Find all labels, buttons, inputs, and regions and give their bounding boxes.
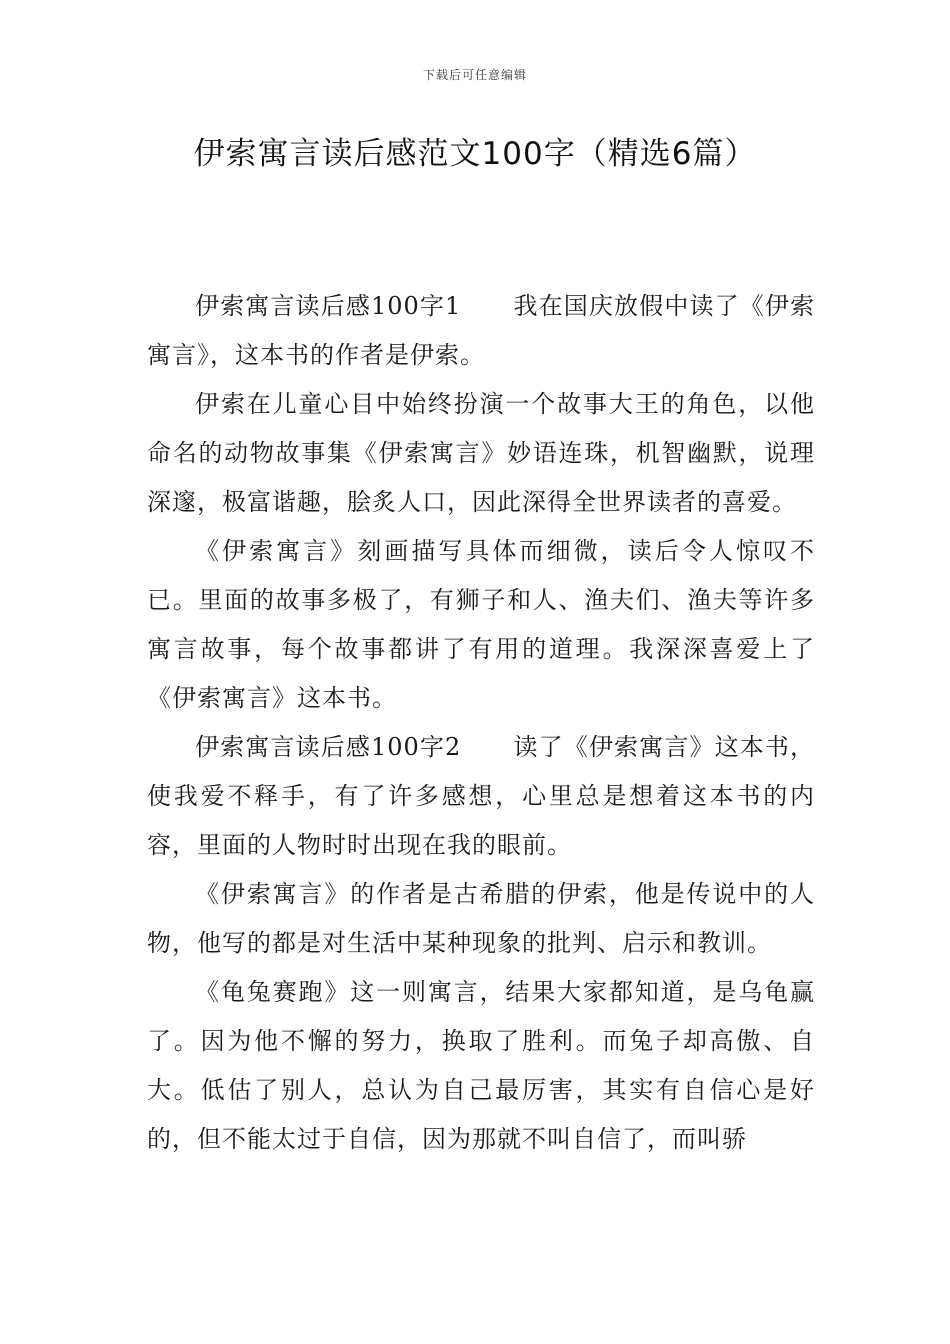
paragraph	[147, 723, 815, 870]
section-heading: 伊索寓言读后感100字2	[195, 733, 462, 761]
paragraph	[147, 527, 815, 723]
paragraph	[147, 380, 815, 527]
header-note: 下载后可任意编辑	[422, 68, 527, 82]
paragraph-text: 《龟兔赛跑》这一则寓言，结果大家都知道，是乌龟赢了。因为他不懈的努力，换取了胜利。而兔子却高傲、自大。低估了别人，总认为自己最厉害，其实有自信心是好的，但不能太过于自信，因为那就不叫自信了，而叫骄	[147, 978, 815, 1153]
paragraph	[147, 282, 815, 380]
paragraph	[147, 968, 815, 1164]
paragraph-text: 《伊索寓言》刻画描写具体而细微，读后令人惊叹不已。里面的故事多极了，有狮子和人、渔夫们、渔夫等许多寓言故事，每个故事都讲了有用的道理。我深深喜爱上了《伊索寓言》这本书。	[147, 537, 815, 712]
paragraph-text: 《伊索寓言》的作者是古希腊的伊索，他是传说中的人物，他写的都是对生活中某种现象的批判、启示和教训。	[147, 880, 815, 957]
paragraph	[147, 870, 815, 968]
document-title: 伊索寓言读后感范文100字（精选6篇）	[193, 136, 757, 172]
paragraph-text: 读了《伊索寓言》这本书，使我爱不释手，有了许多感想，心里总是想着这本书的内容，里面的人物时时出现在我的眼前。	[147, 733, 816, 859]
paragraph-text: 伊索在儿童心目中始终扮演一个故事大王的角色，以他命名的动物故事集《伊索寓言》妙语连珠，机智幽默，说理深邃，极富谐趣，脍炙人口，因此深得全世界读者的喜爱。	[147, 390, 815, 516]
section-heading: 伊索寓言读后感100字1	[195, 292, 462, 320]
document-body	[147, 282, 815, 1164]
paragraph-text: 我在国庆放假中读了《伊索寓言》，这本书的作者是伊索。	[147, 292, 816, 369]
